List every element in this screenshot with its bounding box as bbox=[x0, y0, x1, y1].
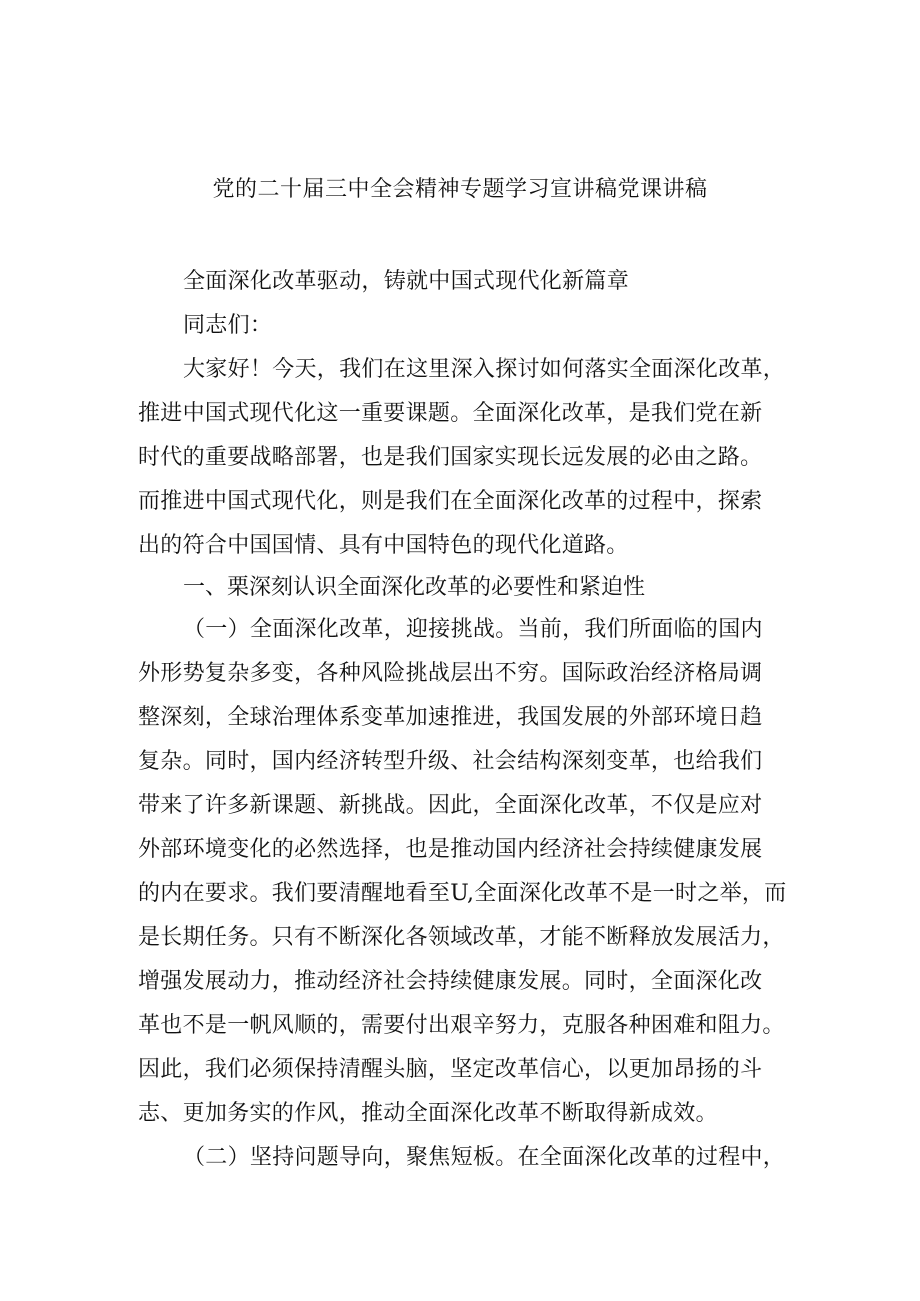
paragraph-line: 外形势复杂多变，各种风险挑战层出不穷。国际政治经济格局调 bbox=[138, 661, 763, 686]
paragraph-line: 带来了许多新课题、新挑战。因此，全面深化改革，不仅是应对 bbox=[138, 793, 763, 818]
paragraph-line: 复杂。同时，国内经济转型升级、社会结构深刻变革，也给我们 bbox=[138, 749, 763, 774]
intro-line: 出的符合中国国情、具有中国特色的现代化道路。 bbox=[138, 533, 629, 558]
paragraph-line: 革也不是一帆风顺的，需要付出艰辛努力，克服各种困难和阻力。 bbox=[138, 1013, 785, 1038]
paragraph-line: 增强发展动力，推动经济社会持续健康发展。同时，全面深化改 bbox=[138, 969, 763, 994]
paragraph-line: 是长期任务。只有不断深化各领域改革，才能不断释放发展活力， bbox=[138, 925, 785, 950]
paragraph-line: 整深刻，全球治理体系变革加速推进，我国发展的外部环境日趋 bbox=[138, 705, 763, 730]
document-title: 党的二十届三中全会精神专题学习宣讲稿党课讲稿 bbox=[212, 177, 708, 202]
section-heading: 一、栗深刻认识全面深化改革的必要性和紧迫性 bbox=[183, 575, 646, 600]
paragraph-line: 的内在要求。我们要清醒地看至U,全面深化改革不是一时之举，而 bbox=[138, 881, 787, 906]
salutation: 同志们： bbox=[183, 313, 273, 338]
intro-line: 时代的重要战略部署，也是我们国家实现长远发展的必由之路。 bbox=[138, 445, 763, 470]
document-subtitle: 全面深化改革驱动，铸就中国式现代化新篇章 bbox=[183, 269, 630, 294]
intro-line: 而推进中国式现代化，则是我们在全面深化改革的过程中，探索 bbox=[138, 489, 763, 514]
paragraph-line: （二）坚持问题导向，聚焦短板。在全面深化改革的过程中， bbox=[183, 1145, 786, 1170]
paragraph-line: 志、更加务实的作风，推动全面深化改革不断取得新成效。 bbox=[138, 1101, 718, 1126]
paragraph-line: （一）全面深化改革，迎接挑战。当前，我们所面临的国内 bbox=[183, 617, 763, 642]
intro-line: 推进中国式现代化这一重要课题。全面深化改革，是我们党在新 bbox=[138, 401, 763, 426]
paragraph-line: 因此，我们必须保持清醒头脑，坚定改革信心，以更加昂扬的斗 bbox=[138, 1057, 763, 1082]
intro-line: 大家好！今天，我们在这里深入探讨如何落实全面深化改革， bbox=[183, 357, 786, 382]
paragraph-line: 外部环境变化的必然选择，也是推动国内经济社会持续健康发展 bbox=[138, 837, 763, 862]
